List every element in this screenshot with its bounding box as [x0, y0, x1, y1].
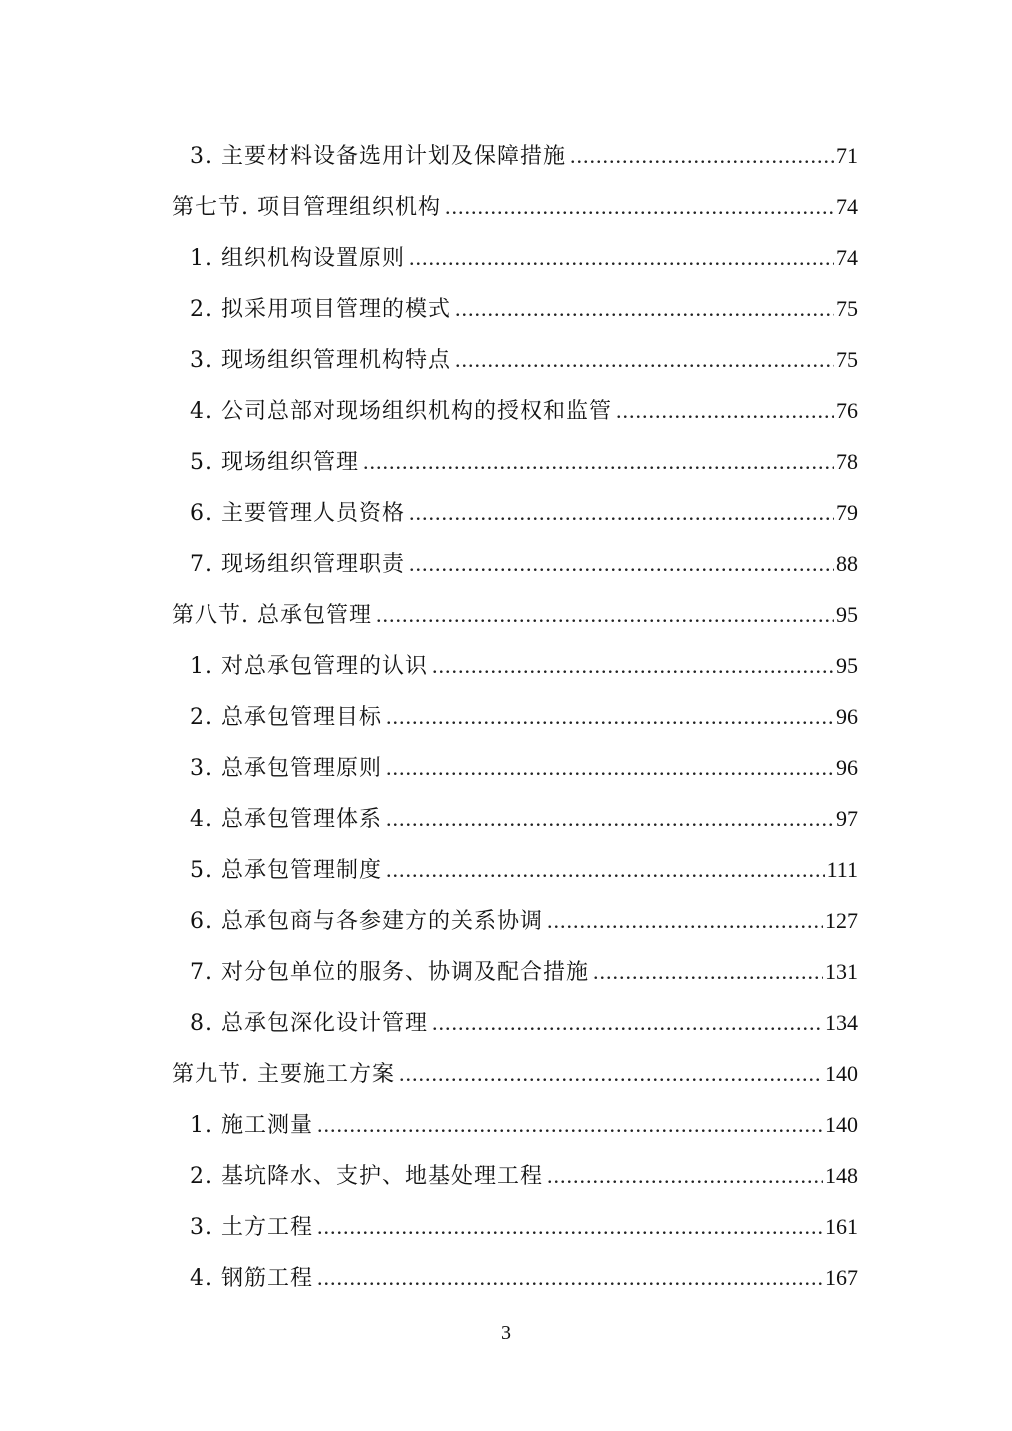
toc-entry-title: 3. 主要材料设备选用计划及保障措施: [190, 144, 566, 169]
toc-entry-page: 71: [836, 143, 858, 168]
toc-entry-page: 75: [836, 296, 858, 321]
toc-subsection-entry[interactable]: [172, 487, 858, 538]
toc-entry-page: 74: [836, 245, 858, 270]
toc-dot-leader: [317, 1252, 823, 1303]
toc-entry-title: 7. 对分包单位的服务、协调及配合措施: [190, 960, 589, 985]
toc-entry-title: 4. 公司总部对现场组织机构的授权和监管: [190, 399, 612, 424]
toc-entry-page: 75: [836, 347, 858, 372]
toc-dot-leader: [432, 997, 823, 1048]
toc-subsection-entry[interactable]: [172, 538, 858, 589]
toc-subsection-entry[interactable]: [172, 946, 858, 997]
toc-dot-leader: [409, 487, 834, 538]
toc-dot-leader: [363, 436, 834, 487]
toc-subsection-entry[interactable]: [172, 334, 858, 385]
toc-dot-leader: [386, 844, 825, 895]
toc-entry-title: 4. 总承包管理体系: [190, 807, 382, 832]
toc-dot-leader: [386, 691, 834, 742]
toc-entry-page: 74: [836, 194, 858, 219]
toc-entry-title: 2. 基坑降水、支护、地基处理工程: [190, 1164, 543, 1189]
toc-entry-page: 131: [825, 959, 858, 984]
toc-entry-page: 78: [836, 449, 858, 474]
toc-entry-title: 3. 现场组织管理机构特点: [190, 348, 451, 373]
toc-section-entry[interactable]: [172, 1048, 858, 1099]
toc-entry-title: 第八节. 总承包管理: [172, 603, 372, 628]
toc-entry-title: 1. 施工测量: [190, 1113, 313, 1138]
toc-subsection-entry[interactable]: [172, 1099, 858, 1150]
toc-entry-title: 7. 现场组织管理职责: [190, 552, 405, 577]
toc-section-entry[interactable]: [172, 589, 858, 640]
toc-subsection-entry[interactable]: [172, 640, 858, 691]
toc-subsection-entry[interactable]: [172, 844, 858, 895]
toc-dot-leader: [432, 640, 834, 691]
toc-dot-leader: [616, 385, 834, 436]
toc-entry-page: 148: [825, 1163, 858, 1188]
toc-subsection-entry[interactable]: [172, 691, 858, 742]
toc-entry-page: 88: [836, 551, 858, 576]
toc-entry-page: 96: [836, 704, 858, 729]
toc-entry-page: 95: [836, 602, 858, 627]
toc-entry-page: 140: [825, 1061, 858, 1086]
toc-entry-title: 2. 拟采用项目管理的模式: [190, 297, 451, 322]
toc-dot-leader: [386, 742, 834, 793]
toc-subsection-entry[interactable]: [172, 385, 858, 436]
toc-entry-title: 6. 总承包商与各参建方的关系协调: [190, 909, 543, 934]
table-of-contents: [172, 130, 858, 1303]
toc-dot-leader: [399, 1048, 823, 1099]
toc-dot-leader: [376, 589, 834, 640]
toc-subsection-entry[interactable]: [172, 1201, 858, 1252]
toc-dot-leader: [409, 232, 834, 283]
toc-entry-page: 111: [826, 857, 858, 882]
toc-subsection-entry[interactable]: [172, 742, 858, 793]
toc-subsection-entry[interactable]: [172, 130, 858, 181]
toc-dot-leader: [317, 1201, 823, 1252]
toc-entry-page: 79: [836, 500, 858, 525]
toc-entry-title: 8. 总承包深化设计管理: [190, 1011, 428, 1036]
toc-entry-page: 127: [825, 908, 858, 933]
toc-subsection-entry[interactable]: [172, 436, 858, 487]
toc-entry-title: 1. 对总承包管理的认识: [190, 654, 428, 679]
toc-entry-title: 3. 土方工程: [190, 1215, 313, 1240]
toc-entry-title: 1. 组织机构设置原则: [190, 246, 405, 271]
toc-entry-title: 2. 总承包管理目标: [190, 705, 382, 730]
toc-dot-leader: [455, 334, 834, 385]
toc-entry-page: 76: [836, 398, 858, 423]
toc-subsection-entry[interactable]: [172, 1150, 858, 1201]
toc-entry-page: 97: [836, 806, 858, 831]
toc-entry-page: 167: [825, 1265, 858, 1290]
toc-dot-leader: [409, 538, 834, 589]
toc-entry-page: 161: [825, 1214, 858, 1239]
toc-entry-title: 3. 总承包管理原则: [190, 756, 382, 781]
toc-dot-leader: [386, 793, 834, 844]
toc-dot-leader: [570, 130, 834, 181]
toc-dot-leader: [445, 181, 834, 232]
toc-subsection-entry[interactable]: [172, 1252, 858, 1303]
toc-subsection-entry[interactable]: [172, 895, 858, 946]
toc-entry-page: 95: [836, 653, 858, 678]
toc-subsection-entry[interactable]: [172, 793, 858, 844]
toc-entry-title: 第九节. 主要施工方案: [172, 1062, 395, 1087]
toc-section-entry[interactable]: [172, 181, 858, 232]
toc-entry-title: 4. 钢筋工程: [190, 1266, 313, 1291]
toc-entry-page: 134: [825, 1010, 858, 1035]
toc-dot-leader: [547, 895, 823, 946]
toc-dot-leader: [317, 1099, 823, 1150]
toc-entry-page: 140: [825, 1112, 858, 1137]
toc-dot-leader: [455, 283, 834, 334]
toc-entry-title: 6. 主要管理人员资格: [190, 501, 405, 526]
toc-entry-title: 5. 现场组织管理: [190, 450, 359, 475]
toc-entry-title: 第七节. 项目管理组织机构: [172, 195, 441, 220]
page-number: 3: [501, 1322, 511, 1344]
toc-subsection-entry[interactable]: [172, 997, 858, 1048]
toc-dot-leader: [593, 946, 823, 997]
toc-entry-title: 5. 总承包管理制度: [190, 858, 382, 883]
toc-subsection-entry[interactable]: [172, 232, 858, 283]
toc-entry-page: 96: [836, 755, 858, 780]
toc-subsection-entry[interactable]: [172, 283, 858, 334]
toc-dot-leader: [547, 1150, 823, 1201]
